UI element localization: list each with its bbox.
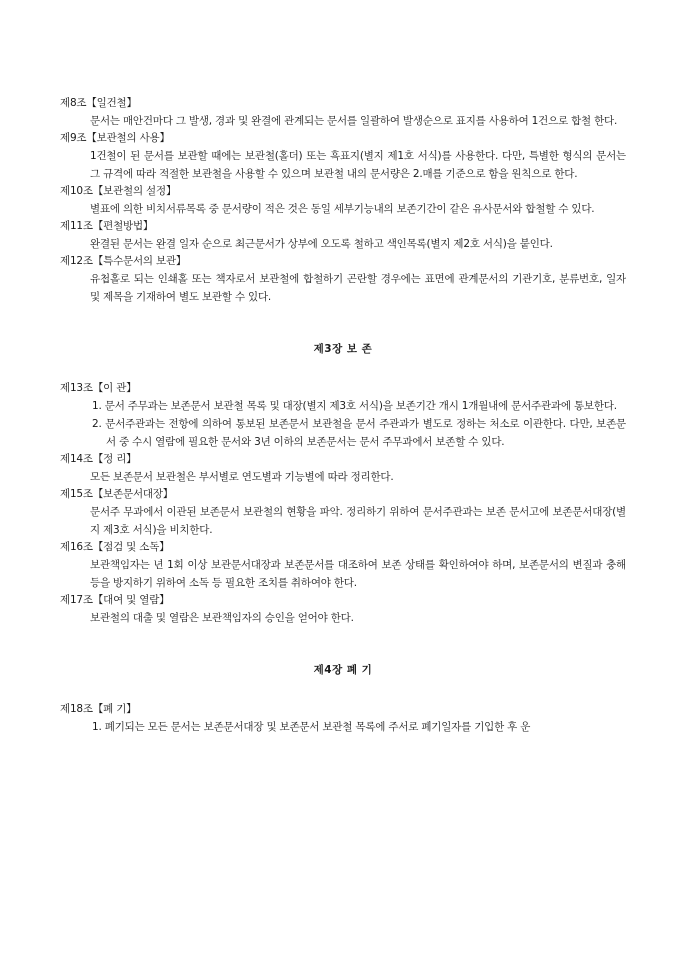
- article-8: [60, 95, 626, 130]
- article-17: [60, 592, 626, 627]
- article-15: [60, 486, 626, 539]
- document-body: [60, 95, 626, 736]
- article-text: 보관책임자는 년 1회 이상 보관문서대장과 보존문서를 대조하여 보존 상태를 확인하여야 하며, 보존문서의 변질과 충해 등을 방지하기 위하여 소독 등 필요한 조치를 취하여야 한다.: [90, 559, 626, 589]
- article-heading: 제16조【점검 및 소독】: [60, 541, 170, 553]
- article-heading: 제12조【특수문서의 보관】: [60, 255, 187, 267]
- article-text: 1건철이 된 문서를 보관할 때에는 보관철(홀더) 또는 흑표지(별지 제1호 서식)를 사용한다. 다만, 특별한 형식의 문서는 그 규격에 따라 적절한 보관철을 사용할 수 있으며 보관철 내의 문서량은 2.매를 기준으로 함을 원칙으로 한다.: [90, 150, 626, 180]
- article-10: [60, 183, 626, 218]
- article-heading: 제13조【이 관】: [60, 382, 137, 394]
- article-text: 모든 보존문서 보관철은 부서별로 연도별과 기능별에 따라 정리한다.: [90, 471, 394, 483]
- article-text: 문서주 무과에서 이관된 보존문서 보관철의 현황을 파악. 정리하기 위하여 문서주관과는 보존 문서고에 보존문서대장(별 지 제3호 서식)을 비치한다.: [90, 506, 626, 536]
- article-text: 별표에 의한 비치서류목록 중 문서량이 적은 것은 동일 세부기능내의 보존기간이 같은 유사문서와 합철할 수 있다.: [90, 203, 595, 215]
- article-heading: 제17조【대여 및 열람】: [60, 594, 170, 606]
- article-heading: 제10조【보관철의 설정】: [60, 185, 177, 197]
- article-11: [60, 218, 626, 253]
- article-heading: 제8조【일건철】: [60, 97, 137, 109]
- chapter-3-title: 제3장 보 존: [313, 343, 373, 355]
- article-heading: 제18조【폐 기】: [60, 703, 137, 715]
- chapter-4-title: 제4장 폐 기: [313, 664, 373, 676]
- article-16: [60, 539, 626, 592]
- article-18: [60, 701, 626, 736]
- article-list-item: 1. 문서 주무과는 보존문서 보관철 목록 및 대장(별지 제3호 서식)을 보존기간 개시 1개월내에 문서주관과에 통보한다.: [92, 400, 617, 412]
- article-list-item: 1. 폐기되는 모든 문서는 보존문서대장 및 보존문서 보관철 목록에 주서로 폐기일자를 기입한 후 운: [92, 721, 531, 733]
- article-text: 보관철의 대출 및 열람은 보관책임자의 승인을 얻어야 한다.: [90, 612, 354, 624]
- article-heading: 제15조【보존문서대장】: [60, 488, 174, 500]
- article-text: 유첩홀로 되는 인쇄홀 또는 책자로서 보관철에 합철하기 곤란할 경우에는 표면에 관계문서의 기관기호, 분류번호, 일자 및 제목을 기재하여 별도 보관할 수 있다.: [90, 273, 626, 303]
- article-heading: 제11조【편철방법】: [60, 220, 154, 232]
- article-13: [60, 380, 626, 451]
- article-9: [60, 130, 626, 183]
- article-text: 문서는 매안건마다 그 발생, 경과 및 완결에 관계되는 문서를 일괄하여 발생순으로 표지를 사용하여 1건으로 합철 한다.: [90, 115, 618, 127]
- article-12: [60, 253, 626, 306]
- article-14: [60, 451, 626, 486]
- article-list-item: 2. 문서주관과는 전항에 의하여 통보된 보존문서 보관철을 문서 주관과가 별도로 정하는 처소로 이관한다. 다만, 보존문서 중 수시 열람에 필요한 문서와 3년 이하의 보존문서는 문서 주무과에서 보존할 수 있다.: [92, 418, 626, 448]
- article-text: 완결된 문서는 완결 일자 순으로 최근문서가 상부에 오도록 철하고 색인목록(별지 제2호 서식)을 붙인다.: [90, 238, 553, 250]
- article-heading: 제9조【보관철의 사용】: [60, 132, 170, 144]
- article-heading: 제14조【정 리】: [60, 453, 137, 465]
